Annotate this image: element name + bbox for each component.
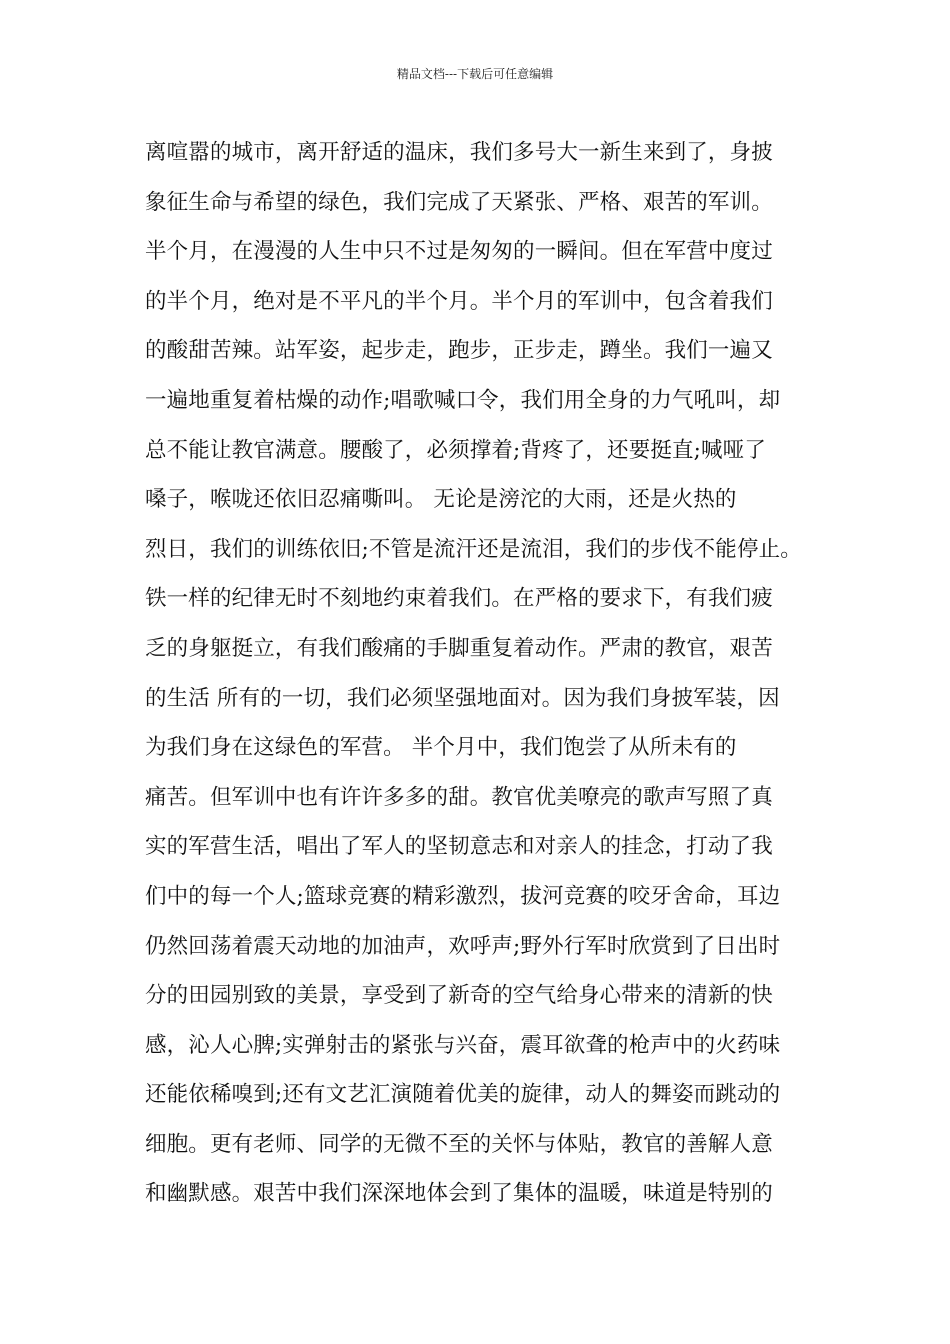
text-line: 的酸甜苦辣。站军姿，起步走，跑步，正步走，蹲坐。我们一遍又 (145, 338, 773, 364)
text-line: 们中的每一个人;篮球竞赛的精彩激烈，拔河竞赛的咬牙舍命，耳边 (145, 883, 781, 909)
text-line: 的半个月，绝对是不平凡的半个月。半个月的军训中，包含着我们 (145, 288, 773, 314)
text-line: 烈日，我们的训练依旧;不管是流汗还是流泪，我们的步伐不能停止。 (145, 536, 802, 562)
text-line: 总不能让教官满意。腰酸了，必须撑着;背疼了，还要挺直;喊哑了 (145, 437, 766, 463)
text-line: 半个月，在漫漫的人生中只不过是匆匆的一瞬间。但在军营中度过 (145, 239, 773, 265)
text-line: 实的军营生活，唱出了军人的坚韧意志和对亲人的挂念，打动了我 (145, 834, 773, 860)
text-line: 痛苦。但军训中也有许许多多的甜。教官优美嘹亮的歌声写照了真 (145, 784, 773, 810)
text-line: 一遍地重复着枯燥的动作;唱歌喊口令，我们用全身的力气吼叫，却 (145, 387, 781, 413)
text-line: 还能依稀嗅到;还有文艺汇演随着优美的旋律，动人的舞姿而跳动的 (145, 1082, 781, 1108)
text-line: 分的田园别致的美景，享受到了新奇的空气给身心带来的清新的快 (145, 983, 773, 1009)
body-text (145, 128, 825, 1219)
text-line: 和幽默感。艰苦中我们深深地体会到了集体的温暖，味道是特别的 (145, 1181, 773, 1207)
text-line: 嗓子，喉咙还依旧忍痛嘶叫。 无论是滂沱的大雨，还是火热的 (145, 487, 737, 513)
text-line: 感，沁人心脾;实弹射击的紧张与兴奋，震耳欲聋的枪声中的火药味 (145, 1032, 781, 1058)
text-line: 细胞。更有老师、同学的无微不至的关怀与体贴，教官的善解人意 (145, 1131, 773, 1157)
text-line: 为我们身在这绿色的军营。 半个月中，我们饱尝了从所未有的 (145, 735, 737, 761)
page-header: 精品文档---下载后可任意编辑 (396, 67, 554, 81)
text-line: 的生活 所有的一切，我们必须坚强地面对。因为我们身披军装，因 (145, 685, 780, 711)
text-line: 铁一样的纪律无时不刻地约束着我们。在严格的要求下，有我们疲 (145, 586, 773, 612)
text-line: 象征生命与希望的绿色，我们完成了天紧张、严格、艰苦的军训。 (145, 189, 773, 215)
text-line: 离喧嚣的城市，离开舒适的温床，我们多号大一新生来到了，身披 (145, 140, 773, 165)
text-line: 乏的身躯挺立，有我们酸痛的手脚重复着动作。严肃的教官，艰苦 (145, 635, 773, 661)
text-line: 仍然回荡着震天动地的加油声，欢呼声;野外行军时欣赏到了日出时 (145, 933, 781, 959)
